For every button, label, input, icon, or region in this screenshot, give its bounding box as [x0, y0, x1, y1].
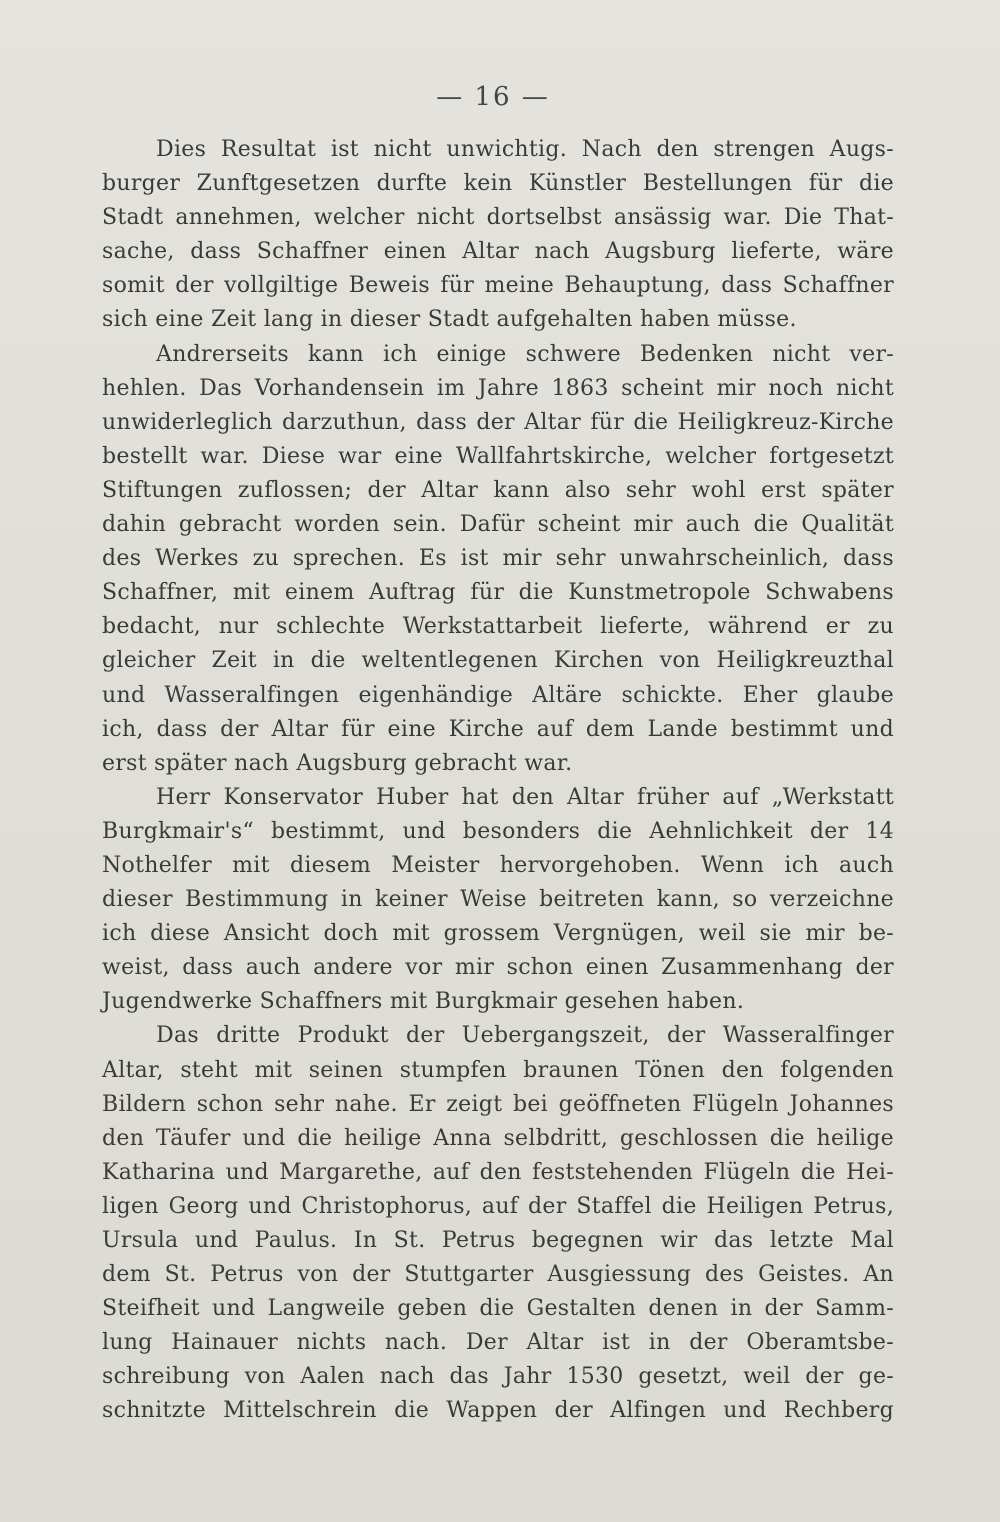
text-line: hehlen. Das Vorhandensein im Jahre 1863 scheint mir noch nicht	[102, 375, 894, 401]
text-line: dahin gebracht worden sein. Dafür scheint mir auch die Qualität	[102, 512, 894, 538]
text-line: Dies Resultat ist nicht unwichtig. Nach den strengen Augs-	[156, 137, 894, 162]
text-line: erst später nach Augsburg gebracht war.	[102, 750, 573, 776]
text-line: Altar, steht mit seinen stumpfen braunen Tönen den folgenden	[102, 1057, 894, 1083]
text-line: weist, dass auch andere vor mir schon einen Zusammenhang der	[102, 955, 894, 981]
text-line: schreibung von Aalen nach das Jahr 1530 gesetzt, weil der ge-	[102, 1364, 894, 1390]
text-line: ich, dass der Altar für eine Kirche auf dem Lande bestimmt und	[102, 716, 894, 742]
text-line: Stiftungen zuflossen; der Altar kann also sehr wohl erst später	[102, 477, 894, 503]
text-line: Jugendwerke Schaffners mit Burgkmair gesehen haben.	[102, 989, 745, 1015]
text-line: Ursula und Paulus. In St. Petrus begegnen wir das letzte Mal	[102, 1228, 894, 1253]
text-line: Burgkmair's“ bestimmt, und besonders die Aehnlichkeit der 14	[102, 818, 894, 844]
text-line: Stadt annehmen, welcher nicht dortselbst ansässig war. Die That-	[102, 205, 894, 231]
text-line: ich diese Ansicht doch mit grossem Vergnügen, weil sie mir be-	[102, 921, 894, 947]
text-line: somit der vollgiltige Beweis für meine Behauptung, dass Schaffner	[102, 273, 894, 299]
text-line: sache, dass Schaffner einen Altar nach Augsburg lieferte, wäre	[102, 239, 894, 265]
text-line: Herr Konservator Huber hat den Altar früher auf „Werkstatt	[156, 784, 894, 810]
text-line: dieser Bestimmung in keiner Weise beitreten kann, so verzeichne	[102, 887, 894, 913]
text-line: dem St. Petrus von der Stuttgarter Ausgiessung des Geistes. An	[102, 1262, 894, 1288]
text-line: gleicher Zeit in die weltentlegenen Kirchen von Heiligkreuzthal	[102, 648, 894, 674]
text-line: lung Hainauer nichts nach. Der Altar ist in der Oberamtsbe-	[102, 1330, 894, 1356]
text-line: bedacht, nur schlechte Werkstattarbeit lieferte, während er zu	[102, 614, 894, 640]
text-line: den Täufer und die heilige Anna selbdritt, geschlossen die heilige	[102, 1125, 894, 1151]
text-line: Katharina und Margarethe, auf den feststehenden Flügeln die Hei-	[102, 1159, 894, 1185]
text-line: Steifheit und Langweile geben die Gestalten denen in der Samm-	[102, 1296, 894, 1322]
body-text	[102, 133, 894, 1429]
page-number: — 16 —	[436, 82, 550, 112]
text-line: Bildern schon sehr nahe. Er zeigt bei geöffneten Flügeln Johannes	[102, 1091, 894, 1117]
text-line: sich eine Zeit lang in dieser Stadt aufgehalten haben müsse.	[102, 307, 797, 333]
text-line: Das dritte Produkt der Uebergangszeit, der Wasseralfinger	[156, 1023, 894, 1049]
text-line: unwiderleglich darzuthun, dass der Altar für die Heiligkreuz-Kirche	[102, 409, 894, 435]
text-line: Nothelfer mit diesem Meister hervorgehoben. Wenn ich auch	[102, 852, 894, 878]
text-line: schnitzte Mittelschrein die Wappen der Alfingen und Rechberg	[102, 1398, 894, 1424]
text-line: Schaffner, mit einem Auftrag für die Kunstmetropole Schwabens	[102, 580, 894, 606]
text-line: ligen Georg und Christophorus, auf der Staffel die Heiligen Petrus,	[102, 1193, 894, 1219]
text-line: des Werkes zu sprechen. Es ist mir sehr unwahrscheinlich, dass	[102, 546, 894, 572]
text-line: burger Zunftgesetzen durfte kein Künstler Bestellungen für die	[102, 171, 894, 197]
text-line: Andrerseits kann ich einige schwere Bedenken nicht ver-	[156, 341, 894, 367]
text-line: bestellt war. Diese war eine Wallfahrtskirche, welcher fortgesetzt	[102, 443, 894, 469]
text-line: und Wasseralfingen eigenhändige Altäre schickte. Eher glaube	[102, 682, 894, 708]
